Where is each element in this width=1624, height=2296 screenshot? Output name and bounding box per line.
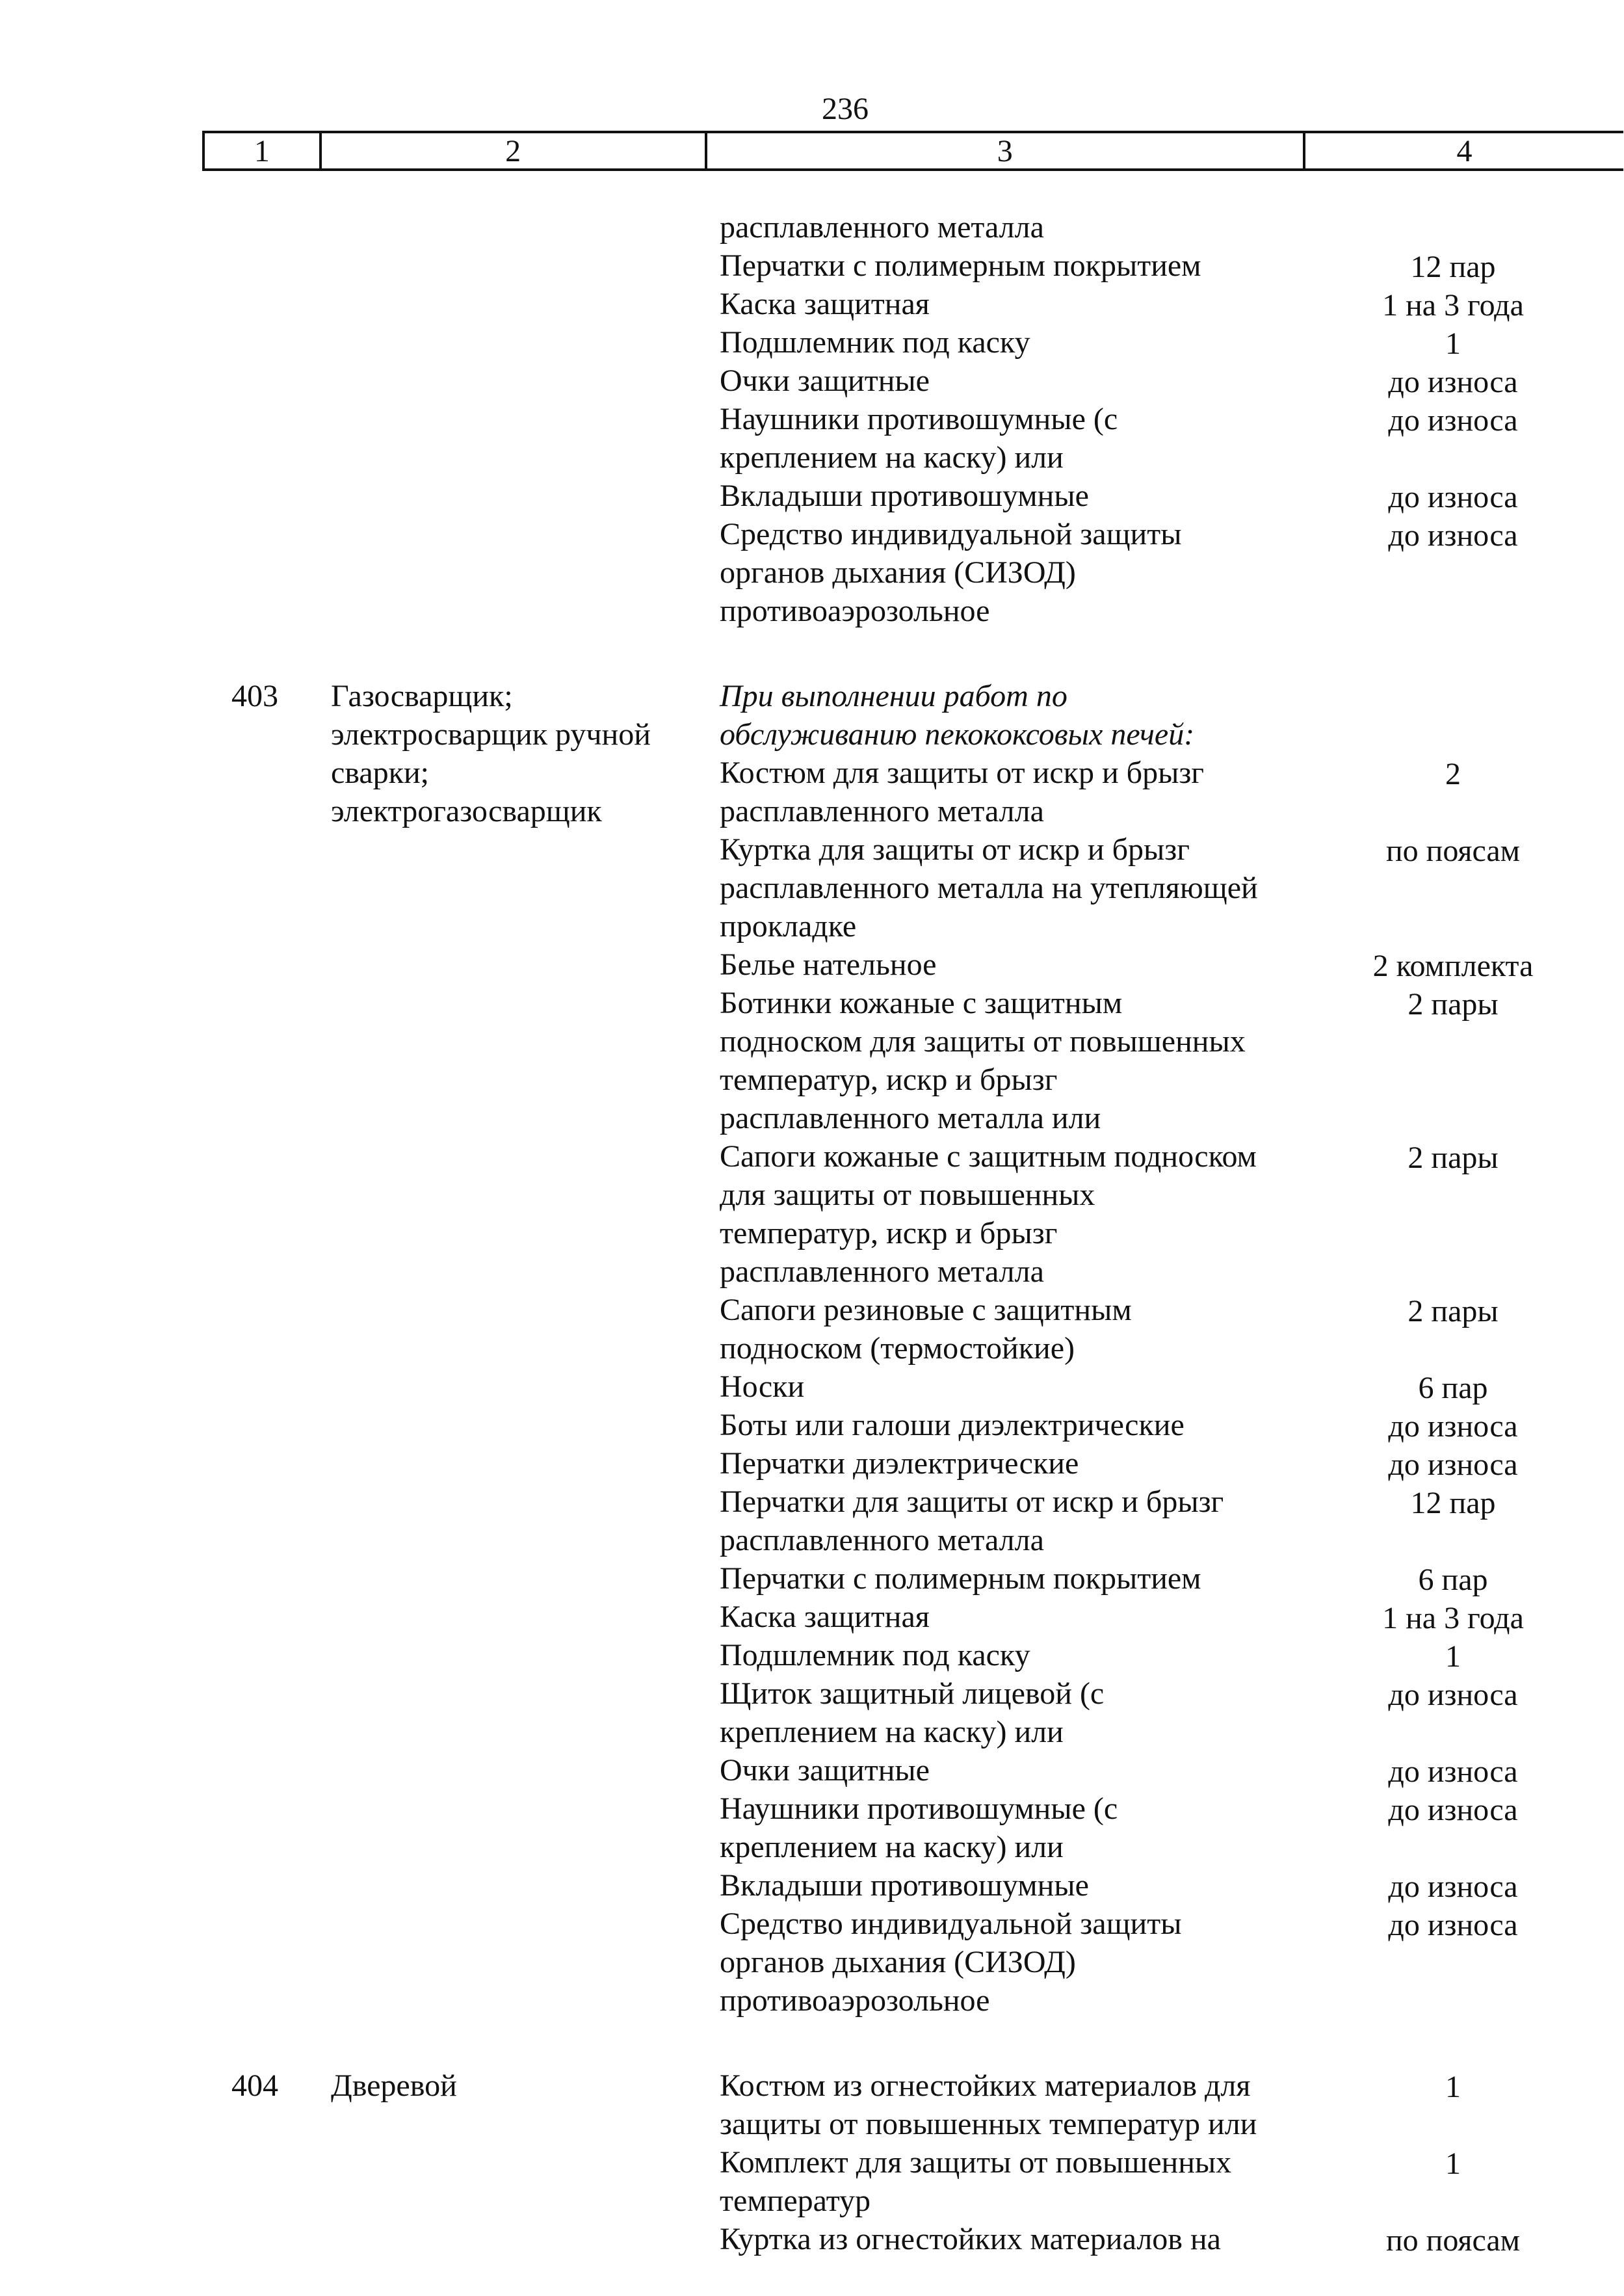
table-row <box>0 400 1624 477</box>
ppe-item-line: противоаэрозольное <box>720 1983 990 2018</box>
ppe-item <box>720 945 1305 984</box>
issue-norm: 1 на 3 года <box>1382 1601 1524 1635</box>
issue-norm: до износа <box>1388 518 1518 553</box>
column-header-1: 1 <box>205 133 322 168</box>
table-row <box>0 362 1624 400</box>
ppe-item-line: Носки <box>720 1369 805 1404</box>
ppe-item <box>720 1483 1305 1559</box>
ppe-item-line: креплением на каску) или <box>720 440 1064 475</box>
ppe-item-line: Наушники противошумные (с <box>720 1791 1118 1826</box>
table-row <box>0 323 1624 362</box>
ppe-item-line: для защиты от повышенных <box>720 1178 1095 1212</box>
ppe-item <box>720 1291 1305 1367</box>
occupation-line: сварки; <box>331 756 429 790</box>
ppe-item <box>720 1598 1305 1636</box>
ppe-item-line: Средство индивидуальной защиты <box>720 1907 1182 1941</box>
occupation-line: электросварщик ручной <box>331 717 651 752</box>
issue-norm: 12 пар <box>1410 250 1496 284</box>
table-row <box>0 285 1624 323</box>
ppe-item-line: подноском (термостойкие) <box>720 1331 1075 1366</box>
issue-norm: до износа <box>1388 1409 1518 1444</box>
row-number: 403 <box>231 679 278 713</box>
issue-norm: 6 пар <box>1418 1563 1488 1597</box>
ppe-item-line: обслуживанию пекококсовых печей: <box>720 717 1195 752</box>
ppe-item-line: Подшлемник под каску <box>720 325 1030 360</box>
ppe-norms-table <box>0 208 1624 2258</box>
table-row <box>0 2066 1624 2143</box>
ppe-item-line: Костюм для защиты от искр и брызг <box>720 756 1204 790</box>
issue-norm: по поясам <box>1385 834 1521 868</box>
ppe-item <box>720 830 1305 945</box>
table-row <box>0 984 1624 1137</box>
issue-norm: 2 пары <box>1408 987 1499 1022</box>
condition-note <box>720 677 1305 754</box>
table-group <box>0 677 1624 2020</box>
issue-norm: до износа <box>1388 1793 1518 1827</box>
issue-norm: 2 пары <box>1408 1294 1499 1328</box>
ppe-item-line: расплавленного металла или <box>720 1101 1101 1135</box>
table-row <box>0 246 1624 285</box>
table-row <box>0 1137 1624 1291</box>
ppe-item <box>720 754 1305 830</box>
table-row <box>0 208 1624 246</box>
ppe-item-line: Сапоги резиновые с защитным <box>720 1293 1132 1327</box>
ppe-item-line: Очки защитные <box>720 1753 930 1788</box>
page-number: 236 <box>822 92 869 126</box>
ppe-item-line: Боты или галоши диэлектрические <box>720 1408 1185 1442</box>
ppe-item-line: Вкладыши противошумные <box>720 479 1089 513</box>
ppe-item-line: Каска защитная <box>720 1600 930 1634</box>
table-group <box>0 2066 1624 2258</box>
ppe-item <box>720 1636 1305 1674</box>
table-row <box>0 754 1624 830</box>
occupation-line: электрогазосварщик <box>331 794 602 828</box>
row-number: 404 <box>231 2068 278 2103</box>
ppe-item-line: Костюм из огнестойких материалов для <box>720 2068 1251 2103</box>
table-row <box>0 515 1624 630</box>
issue-norm: 1 <box>1445 2146 1461 2181</box>
table-row <box>0 1636 1624 1674</box>
ppe-item <box>720 1137 1305 1291</box>
ppe-item <box>720 1905 1305 2020</box>
ppe-item-line: Наушники противошумные (с <box>720 402 1118 436</box>
ppe-item <box>720 1866 1305 1905</box>
column-header-row <box>202 131 1623 171</box>
ppe-item <box>720 1367 1305 1406</box>
ppe-item-line: расплавленного металла <box>720 794 1044 828</box>
ppe-item <box>720 246 1305 285</box>
ppe-item-line: расплавленного металла <box>720 1523 1044 1557</box>
table-row <box>0 945 1624 984</box>
ppe-item <box>720 2220 1305 2258</box>
issue-norm: до износа <box>1388 403 1518 438</box>
ppe-item-line: Ботинки кожаные с защитным <box>720 986 1123 1020</box>
ppe-item <box>720 1751 1305 1789</box>
column-header-4: 4 <box>1456 133 1473 168</box>
issue-norm: до износа <box>1388 1678 1518 1712</box>
issue-norm: 2 комплекта <box>1372 949 1534 983</box>
ppe-item-line: расплавленного металла на утепляющей <box>720 871 1258 905</box>
ppe-item-line: органов дыхания (СИЗОД) <box>720 1945 1076 1979</box>
ppe-item-line: Куртка для защиты от искр и брызг <box>720 832 1190 867</box>
ppe-item-line: Каска защитная <box>720 287 930 321</box>
ppe-item-line: подноском для защиты от повышенных <box>720 1024 1246 1059</box>
ppe-item-line: расплавленного металла <box>720 210 1044 244</box>
occupation-line: Дверевой <box>331 2068 457 2103</box>
table-row <box>0 2220 1624 2258</box>
ppe-item <box>720 323 1305 362</box>
ppe-item-line: Подшлемник под каску <box>720 1638 1030 1672</box>
issue-norm: 2 пары <box>1408 1141 1499 1175</box>
issue-norm: по поясам <box>1385 2223 1521 2258</box>
table-row <box>0 677 1624 754</box>
table-row <box>0 1674 1624 1751</box>
ppe-item-line: Средство индивидуальной защиты <box>720 517 1182 551</box>
ppe-item-line: Вкладыши противошумные <box>720 1868 1089 1903</box>
issue-norm: 1 <box>1445 2070 1461 2104</box>
ppe-item-line: защиты от повышенных температур или <box>720 2107 1257 2141</box>
issue-norm: 12 пар <box>1410 1486 1496 1520</box>
table-row <box>0 1866 1624 1905</box>
ppe-item-line: Перчатки с полимерным покрытием <box>720 1561 1201 1596</box>
table-row <box>0 1789 1624 1866</box>
ppe-item-line: Перчатки с полимерным покрытием <box>720 248 1201 283</box>
ppe-item <box>720 1444 1305 1483</box>
ppe-item <box>720 515 1305 630</box>
table-row <box>0 1406 1624 1444</box>
ppe-item-line: Перчатки диэлектрические <box>720 1446 1079 1481</box>
ppe-item <box>720 1559 1305 1598</box>
issue-norm: до износа <box>1388 480 1518 514</box>
ppe-item-line: Очки защитные <box>720 363 930 398</box>
ppe-item-line: При выполнении работ по <box>720 679 1067 713</box>
ppe-item <box>720 2143 1305 2220</box>
table-row <box>0 1751 1624 1789</box>
ppe-item <box>720 477 1305 515</box>
ppe-item-line: креплением на каску) или <box>720 1830 1064 1864</box>
ppe-item <box>720 2066 1305 2143</box>
ppe-item-line: противоаэрозольное <box>720 594 990 628</box>
table-row <box>0 477 1624 515</box>
ppe-item-line: Перчатки для защиты от искр и брызг <box>720 1484 1224 1519</box>
issue-norm: 2 <box>1445 757 1461 791</box>
table-row <box>0 1367 1624 1406</box>
issue-norm: до износа <box>1388 1908 1518 1942</box>
issue-norm: 1 на 3 года <box>1382 288 1524 323</box>
occupation-line: Газосварщик; <box>331 679 513 713</box>
issue-norm: 6 пар <box>1418 1371 1488 1405</box>
ppe-item-line: расплавленного металла <box>720 1254 1044 1289</box>
table-row <box>0 1291 1624 1367</box>
column-header-3: 3 <box>707 133 1305 168</box>
ppe-item <box>720 285 1305 323</box>
ppe-item <box>720 1789 1305 1866</box>
ppe-item-line: Комплект для защиты от повышенных <box>720 2145 1232 2180</box>
issue-norm: до износа <box>1388 1447 1518 1482</box>
issue-norm: 1 <box>1445 1639 1461 1674</box>
table-row <box>0 1905 1624 2020</box>
ppe-item <box>720 984 1305 1137</box>
issue-norm: до износа <box>1388 365 1518 399</box>
ppe-item-line: Белье нательное <box>720 947 937 982</box>
table-row <box>0 1598 1624 1636</box>
table-row <box>0 2143 1624 2220</box>
issue-norm: до износа <box>1388 1754 1518 1789</box>
table-group <box>0 208 1624 630</box>
ppe-item <box>720 1674 1305 1751</box>
table-row <box>0 830 1624 945</box>
ppe-item-line: прокладке <box>720 909 857 943</box>
issue-norm: до износа <box>1388 1869 1518 1904</box>
ppe-item <box>720 1406 1305 1444</box>
table-row <box>0 1559 1624 1598</box>
table-row <box>0 1444 1624 1483</box>
ppe-item-line: Куртка из огнестойких материалов на <box>720 2222 1221 2256</box>
ppe-item-line: температур, искр и брызг <box>720 1216 1058 1250</box>
ppe-item <box>720 362 1305 400</box>
ppe-item <box>720 400 1305 477</box>
ppe-item <box>720 208 1305 246</box>
ppe-item-line: креплением на каску) или <box>720 1715 1064 1749</box>
ppe-item-line: Сапоги кожаные с защитным подноском <box>720 1139 1257 1174</box>
issue-norm: 1 <box>1445 326 1461 361</box>
ppe-item-line: температур <box>720 2184 871 2218</box>
column-header-2: 2 <box>322 133 707 168</box>
ppe-item-line: температур, искр и брызг <box>720 1062 1058 1097</box>
table-row <box>0 1483 1624 1559</box>
ppe-item-line: Щиток защитный лицевой (с <box>720 1676 1105 1711</box>
ppe-item-line: органов дыхания (СИЗОД) <box>720 555 1076 590</box>
